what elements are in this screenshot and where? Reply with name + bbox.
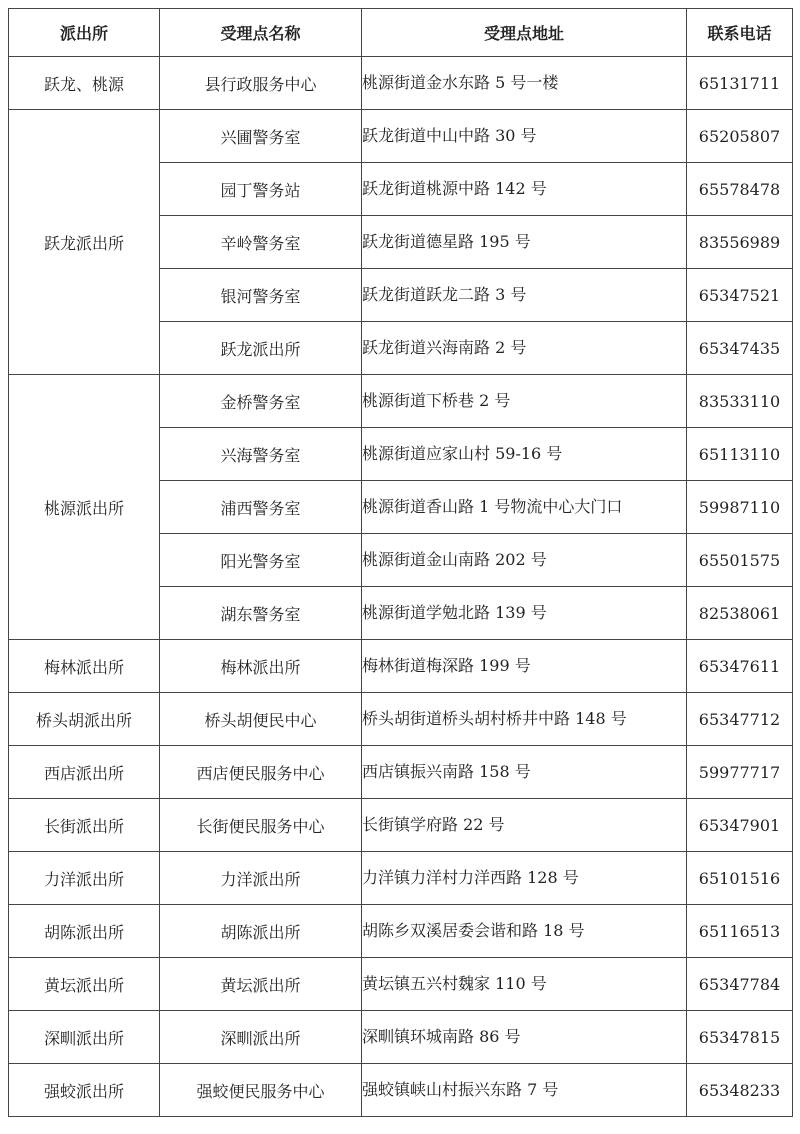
table-row <box>9 958 793 1011</box>
phone-cell: 65101516 <box>687 852 793 905</box>
point-address-cell: 跃龙街道中山中路 30 号 <box>362 110 687 163</box>
point-address-cell: 桃源街道应家山村 59-16 号 <box>362 428 687 481</box>
point-address-cell: 跃龙街道跃龙二路 3 号 <box>362 269 687 322</box>
phone-cell: 65348233 <box>687 1064 793 1117</box>
phone-cell: 65205807 <box>687 110 793 163</box>
point-address-cell: 桃源街道下桥巷 2 号 <box>362 375 687 428</box>
point-name-cell: 兴海警务室 <box>160 428 362 481</box>
point-address-cell: 桥头胡街道桥头胡村桥井中路 148 号 <box>362 693 687 746</box>
point-name-cell: 长街便民服务中心 <box>160 799 362 852</box>
table-row <box>9 1011 793 1064</box>
point-name-cell: 黄坛派出所 <box>160 958 362 1011</box>
station-cell: 胡陈派出所 <box>9 905 160 958</box>
point-address-cell: 跃龙街道德星路 195 号 <box>362 216 687 269</box>
station-cell: 深甽派出所 <box>9 1011 160 1064</box>
phone-cell: 83556989 <box>687 216 793 269</box>
phone-cell: 65113110 <box>687 428 793 481</box>
service-points-table <box>8 8 793 1117</box>
phone-cell: 65347435 <box>687 322 793 375</box>
point-name-cell: 园丁警务站 <box>160 163 362 216</box>
station-cell: 跃龙派出所 <box>9 110 160 375</box>
point-address-cell: 强蛟镇峡山村振兴东路 7 号 <box>362 1064 687 1117</box>
station-cell: 长街派出所 <box>9 799 160 852</box>
table-row <box>9 746 793 799</box>
table-row <box>9 852 793 905</box>
station-cell: 西店派出所 <box>9 746 160 799</box>
station-cell: 黄坛派出所 <box>9 958 160 1011</box>
point-address-cell: 长街镇学府路 22 号 <box>362 799 687 852</box>
point-address-cell: 胡陈乡双溪居委会谐和路 18 号 <box>362 905 687 958</box>
phone-cell: 65347712 <box>687 693 793 746</box>
station-cell: 梅林派出所 <box>9 640 160 693</box>
phone-cell: 82538061 <box>687 587 793 640</box>
point-name-cell: 金桥警务室 <box>160 375 362 428</box>
header-point-name: 受理点名称 <box>160 9 362 57</box>
phone-cell: 65116513 <box>687 905 793 958</box>
phone-cell: 65347901 <box>687 799 793 852</box>
point-address-cell: 桃源街道香山路 1 号物流中心大门口 <box>362 481 687 534</box>
point-name-cell: 阳光警务室 <box>160 534 362 587</box>
point-name-cell: 西店便民服务中心 <box>160 746 362 799</box>
station-cell: 强蛟派出所 <box>9 1064 160 1117</box>
station-cell: 桥头胡派出所 <box>9 693 160 746</box>
point-name-cell: 浦西警务室 <box>160 481 362 534</box>
station-cell: 跃龙、桃源 <box>9 57 160 110</box>
table-row <box>9 905 793 958</box>
point-name-cell: 胡陈派出所 <box>160 905 362 958</box>
point-address-cell: 深甽镇环城南路 86 号 <box>362 1011 687 1064</box>
table-row <box>9 799 793 852</box>
point-name-cell: 辛岭警务室 <box>160 216 362 269</box>
table-row <box>9 110 793 163</box>
point-name-cell: 力洋派出所 <box>160 852 362 905</box>
station-cell: 力洋派出所 <box>9 852 160 905</box>
point-address-cell: 跃龙街道桃源中路 142 号 <box>362 163 687 216</box>
point-address-cell: 西店镇振兴南路 158 号 <box>362 746 687 799</box>
phone-cell: 59977717 <box>687 746 793 799</box>
station-cell: 桃源派出所 <box>9 375 160 640</box>
header-row <box>9 9 793 57</box>
point-name-cell: 县行政服务中心 <box>160 57 362 110</box>
point-name-cell: 银河警务室 <box>160 269 362 322</box>
phone-cell: 65347784 <box>687 958 793 1011</box>
point-address-cell: 黄坛镇五兴村魏家 110 号 <box>362 958 687 1011</box>
point-name-cell: 深甽派出所 <box>160 1011 362 1064</box>
phone-cell: 59987110 <box>687 481 793 534</box>
phone-cell: 65347815 <box>687 1011 793 1064</box>
phone-cell: 65347611 <box>687 640 793 693</box>
header-station: 派出所 <box>9 9 160 57</box>
table-row <box>9 1064 793 1117</box>
phone-cell: 65347521 <box>687 269 793 322</box>
point-name-cell: 强蛟便民服务中心 <box>160 1064 362 1117</box>
point-name-cell: 湖东警务室 <box>160 587 362 640</box>
table-row <box>9 640 793 693</box>
point-address-cell: 跃龙街道兴海南路 2 号 <box>362 322 687 375</box>
table-row <box>9 693 793 746</box>
point-address-cell: 桃源街道学勉北路 139 号 <box>362 587 687 640</box>
point-name-cell: 跃龙派出所 <box>160 322 362 375</box>
phone-cell: 83533110 <box>687 375 793 428</box>
point-name-cell: 兴圃警务室 <box>160 110 362 163</box>
table-row <box>9 375 793 428</box>
phone-cell: 65131711 <box>687 57 793 110</box>
point-name-cell: 桥头胡便民中心 <box>160 693 362 746</box>
phone-cell: 65501575 <box>687 534 793 587</box>
phone-cell: 65578478 <box>687 163 793 216</box>
point-name-cell: 梅林派出所 <box>160 640 362 693</box>
point-address-cell: 梅林街道梅深路 199 号 <box>362 640 687 693</box>
point-address-cell: 力洋镇力洋村力洋西路 128 号 <box>362 852 687 905</box>
point-address-cell: 桃源街道金山南路 202 号 <box>362 534 687 587</box>
header-phone: 联系电话 <box>687 9 793 57</box>
point-address-cell: 桃源街道金水东路 5 号一楼 <box>362 57 687 110</box>
header-point-address: 受理点地址 <box>362 9 687 57</box>
table-row <box>9 57 793 110</box>
